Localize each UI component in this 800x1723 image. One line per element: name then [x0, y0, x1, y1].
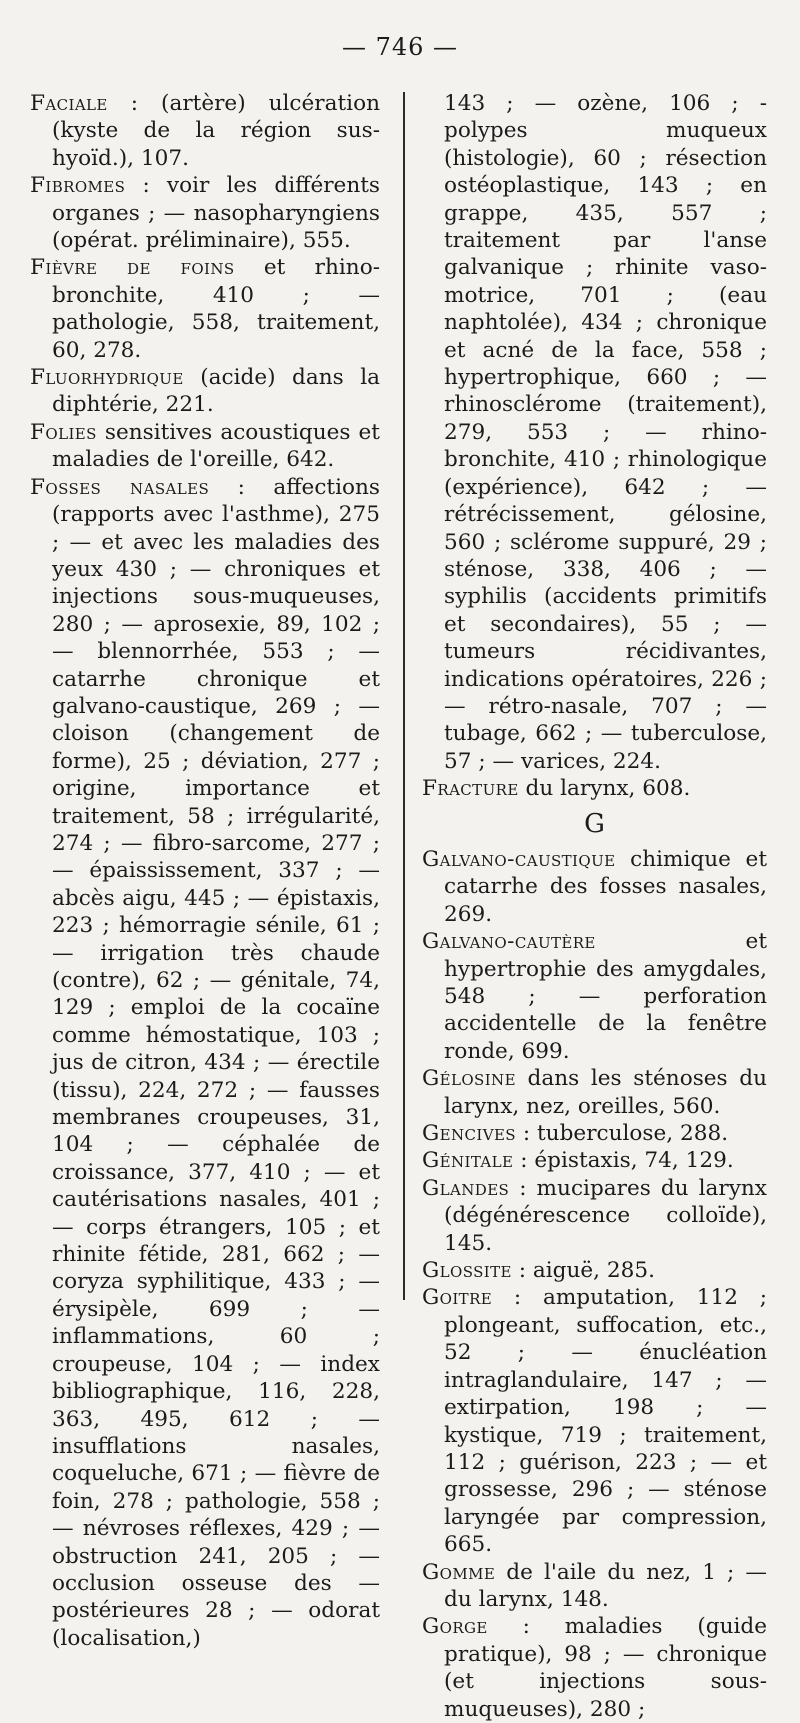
entry-text: : (artère) ulcération (kyste de la région sus-hyoïd.), 107. — [52, 91, 380, 171]
entry-heading: Gomme — [422, 1559, 496, 1585]
entry-heading: Glossite — [422, 1258, 512, 1284]
entry-text: : aiguë, 285. — [511, 1258, 655, 1284]
index-entry — [422, 1175, 767, 1257]
entry-heading: Fibromes — [30, 173, 126, 199]
column-divider — [403, 92, 405, 1300]
entry-text: : tuberculose, 288. — [516, 1121, 729, 1147]
entry-heading: Galvano-cautère — [422, 929, 596, 955]
right-column — [422, 90, 767, 1723]
entry-heading: Gencives — [422, 1121, 516, 1147]
entry-text: et rhino-bronchite, 410 ; — pathologie, 558, traitement, 60, 278. — [52, 255, 381, 363]
index-entry — [30, 474, 380, 1652]
entry-heading: Gélosine — [422, 1066, 516, 1092]
entry-heading: Folies — [30, 419, 97, 445]
index-entry — [30, 90, 380, 172]
index-entry-continuation: 143 ; — ozène, 106 ; - polypes muqueux (histologie), 60 ; résection ostéoplastique, 143 ; en grappe, 435, 557 ; traitement par l'anse galvanique ; rhinite vaso-motrice, 701 ; (eau naphtolée), 434 ; chronique et acné de la face, 558 ; hypertrophique, 660 ; — rhinosclérome (traitement), 279, 553 ; — rhino-bronchite, 410 ; rhinologique (expérience), 642 ; — rétrécissement, gélosine, 560 ; sclérome suppuré, 29 ; sténose, 338, 406 ; — syphilis (accidents primitifs et secondaires), 55 ; — tumeurs récidivantes, indications opératoires, 226 ; — rétro-nasale, 707 ; — tubage, 662 ; — tuberculose, 57 ; — varices, 224. — [444, 91, 767, 774]
section-letter: G — [584, 808, 605, 839]
entry-text: : voir les différents organes ; — nasopharyngiens (opérat. préliminaire), 555. — [52, 173, 380, 254]
entry-heading: Goitre — [422, 1285, 493, 1311]
index-entry — [422, 1559, 767, 1614]
entry-heading: Fluorhydrique — [30, 365, 184, 391]
entry-heading: Faciale — [30, 91, 108, 116]
index-entry — [422, 846, 767, 928]
left-column — [30, 90, 380, 1652]
index-entry — [422, 1065, 767, 1120]
index-entry — [30, 364, 380, 419]
index-entry — [30, 254, 380, 364]
entry-text: et hypertrophie des amygdales, 548 ; — perforation accidentelle de la fenêtre ronde, 699. — [444, 929, 767, 1064]
index-entry — [422, 1613, 767, 1723]
index-entry — [422, 928, 767, 1065]
index-entry — [422, 1284, 767, 1558]
entry-heading: Galvano-caustique — [422, 846, 616, 872]
entry-text: : épistaxis, 74, 129. — [513, 1148, 734, 1174]
index-entry — [30, 172, 380, 254]
entry-text: : maladies (guide pratique), 98 ; — chronique (et injections sous-muqueuses), 280 ; — [444, 1614, 767, 1722]
entry-text: de l'aile du nez, 1 ; — du larynx, 148. — [444, 1559, 767, 1612]
entry-heading: Fracture — [422, 776, 519, 802]
entry-text: du larynx, 608. — [518, 776, 691, 802]
index-entry — [30, 419, 380, 474]
entry-heading: Glandes — [422, 1175, 510, 1201]
entry-heading: Fosses nasales — [30, 474, 210, 500]
index-entry — [422, 775, 767, 802]
entry-text: dans les sténoses du larynx, nez, oreilles, 560. — [444, 1066, 767, 1119]
entry-text: chimique et catarrhe des fosses nasales, 269. — [444, 846, 767, 927]
index-entry — [422, 1257, 767, 1284]
entry-heading: Fièvre de foins — [30, 255, 235, 281]
entry-heading: Génitale — [422, 1148, 514, 1174]
entry-heading: Gorge — [422, 1614, 488, 1640]
entry-text: (acide) dans la diphtérie, 221. — [52, 365, 380, 418]
entry-text: : mucipares du larynx (dégénérescence colloïde), 145. — [444, 1175, 767, 1256]
page-number: — 746 — — [341, 33, 459, 61]
entry-text: : amputation, 112 ; plongeant, suffocation, etc., 52 ; — énucléation intraglandulaire, 147 ; — extirpation, 198 ; — kystique, 719 ; traitement, 112 ; guérison, 223 ; — et grossesse, 296 ; — sténose laryngée par compression, 665. — [444, 1285, 767, 1558]
index-entry — [422, 1120, 767, 1147]
entry-text: : affections (rapports avec l'asthme), 275 ; — et avec les maladies des yeux 430 ; — chroniques et injections sous-muqueuses, 280 ; — aprosexie, 89, 102 ; — blennorrhée, 553 ; — catarrhe chronique et galvano-caustique, 269 ; — cloison (changement de forme), 25 ; déviation, 277 ; origine, importance et traitement, 58 ; irrégularité, 274 ; — fibro-sarcome, 277 ; — épaississement, 337 ; — abcès aigu, 445 ; — épistaxis, 223 ; hémorragie sénile, 61 ; — irrigation très chaude (contre), 62 ; — génitale, 74, 129 ; emploi de la cocaïne comme hémostatique, 103 ; jus de citron, 434 ; — érectile (tissu), 224, 272 ; — fausses membranes croupeuses, 31, 104 ; — céphalée de croissance, 377, 410 ; — et cautérisations nasales, 401 ; — corps étrangers, 105 ; et rhinite fétide, 281, 662 ; — coryza syphilitique, 433 ; — érysipèle, 699 ; — inflammations, 60 ; croupeuse, 104 ; — index bibliographique, 116, 228, 363, 495, 612 ; — insufflations nasales, coqueluche, 671 ; — fièvre de foin, 278 ; pathologie, 558 ; — névroses réflexes, 429 ; — obstruction 241, 205 ; — occlusion osseuse des — postérieures 28 ; — odorat (localisation,) — [52, 474, 380, 1651]
entry-text: sensitives acoustiques et maladies de l'oreille, 642. — [52, 419, 380, 473]
index-entry — [422, 1147, 767, 1174]
